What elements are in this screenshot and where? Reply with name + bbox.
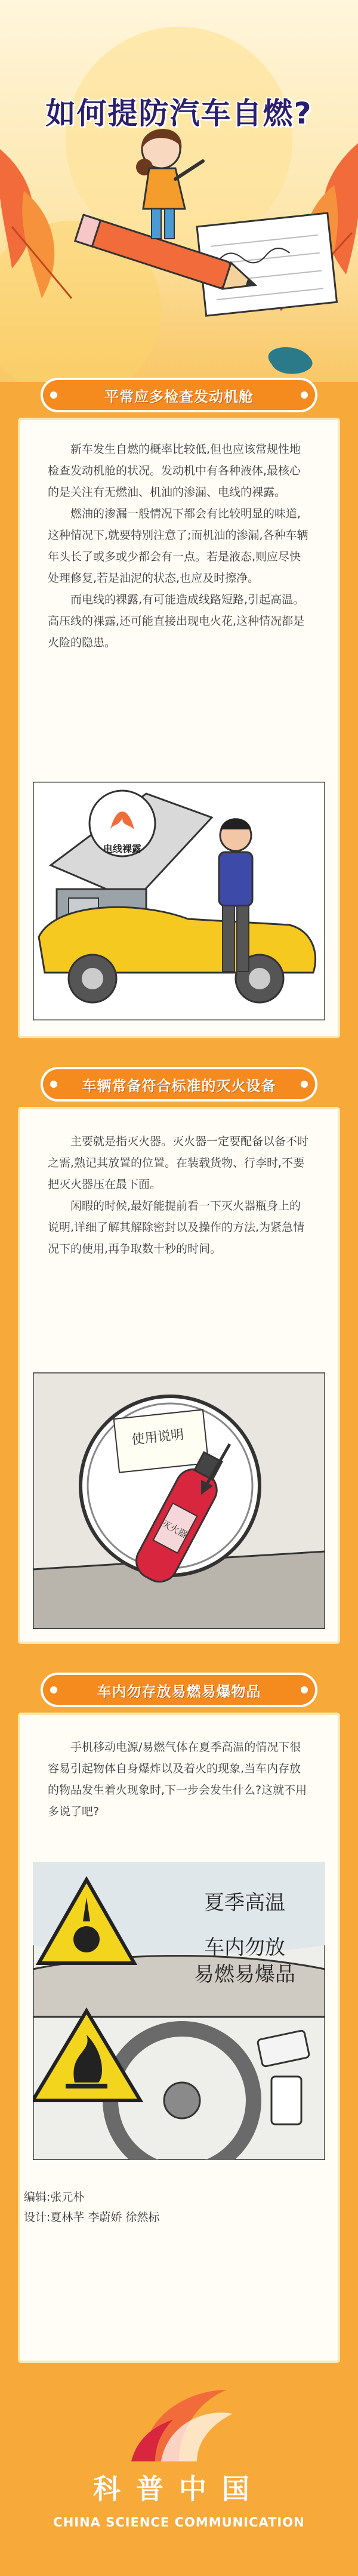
paragraph: 而电线的裸露,有可能造成线路短路,引起高温。高压线的裸露,还可能直接出现电火花,这种情况都是火险的隐患。	[48, 593, 305, 649]
extinguisher-label: 灭火器	[160, 1518, 189, 1541]
section-title: 车辆常备符合标准的灭火设备	[82, 1077, 276, 1094]
illustration-label: 电线裸露	[103, 843, 142, 854]
illustration-label: 车内勿放	[204, 1936, 285, 1960]
footer-brand-en: CHINA SCIENCE COMMUNICATION	[53, 2515, 305, 2529]
illustration-label: 易燃易爆品	[194, 1963, 295, 1986]
credits-block	[24, 2187, 159, 2228]
section-title: 车内勿存放易燃易爆物品	[97, 1683, 261, 1700]
engine-illustration	[33, 782, 325, 1020]
footer-brand-cn: 科普中国	[93, 2473, 265, 2505]
section-title: 平常应多检查发动机舱	[104, 388, 254, 405]
paragraph: 燃油的渗漏一般情况下都会有比较明显的味道,这种情况下,就要特别注意了;而机油的渗漏,各种车辆年头长了或多或少都会有一点。若是液态,则应尽快处理修复,若是油泥的状态,也应及时擦净。	[48, 507, 308, 585]
hero-banner	[0, 0, 358, 382]
illustration-label: 夏季高温	[204, 1891, 285, 1915]
editor-credit: 编辑:张元朴	[24, 2191, 85, 2204]
section-heading-flammables	[36, 1668, 322, 1712]
paragraph: 闲暇的时候,最好能提前看一下灭火器瓶身上的说明,详细了解其解除密封以及操作的方法,为紧急情况下的使用,再争取数十秒的时间。	[48, 1199, 305, 1255]
hero-illustration	[0, 0, 358, 382]
paragraph: 新车发生自燃的概率比较低,但也应该常规性地检查发动机舱的状况。发动机中有各种液体,最核心的是关注有无燃油、机油的渗漏、电线的裸露。	[48, 443, 301, 499]
section-heading-engine	[36, 373, 322, 417]
flammables-illustration	[33, 1862, 325, 2160]
section-text-engine	[48, 439, 310, 653]
design-credit: 设计:夏林芊 李蔚娇 徐然标	[24, 2211, 160, 2224]
page-title: 如何提防汽车自燃?	[45, 96, 313, 131]
manual-label: 使用说明	[131, 1427, 185, 1448]
section-text-extinguisher	[48, 1131, 310, 1260]
section-text-flammables	[48, 1736, 310, 1822]
paragraph: 主要就是指灭火器。灭火器一定要配备以备不时之需,熟记其放置的位置。在装载货物、行李时,不要把灭火器压在最下面。	[48, 1135, 309, 1191]
section-heading-extinguisher	[36, 1062, 322, 1106]
china-science-logo-icon	[119, 2378, 239, 2467]
paragraph: 手机移动电源/易燃气体在夏季高温的情况下很容易引起物体自身爆炸以及着火的现象,当车内存放的物品发生着火现象时,下一步会发生什么?这就不用多说了吧?	[48, 1741, 307, 1818]
extinguisher-illustration	[33, 1372, 325, 1629]
